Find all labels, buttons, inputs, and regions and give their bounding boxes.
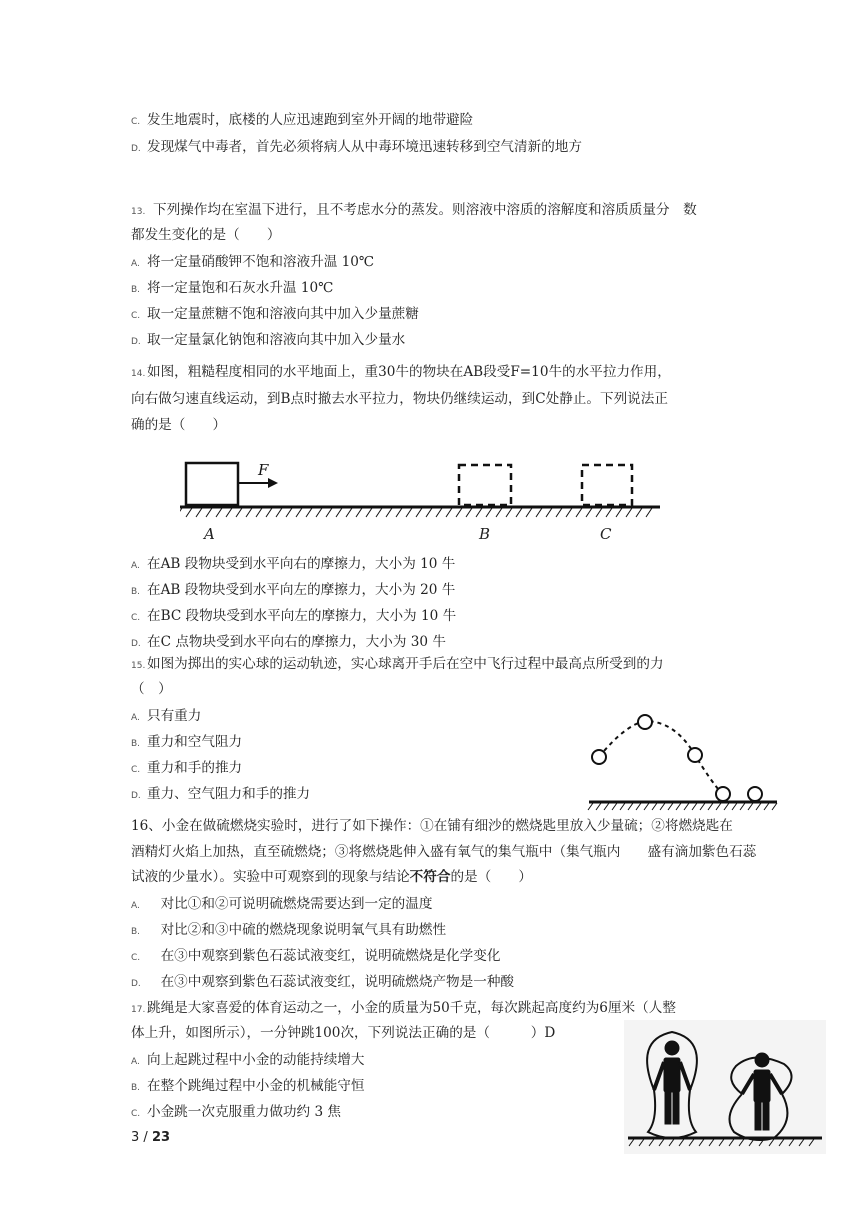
line-1: C. 发生地震时，底楼的人应迅速跑到室外开阔的地带避险 <box>131 112 474 128</box>
emphasis-not-match: 不符合 <box>409 869 451 885</box>
q15-stem-2: （ ） <box>131 681 172 697</box>
q14-option-b: B. 在AB 段物块受到水平向左的摩擦力，大小为 20 牛 <box>131 582 456 598</box>
q13-option-c: C. 取一定量蔗糖不饱和溶液向其中加入少量蔗糖 <box>131 306 419 322</box>
label-c: C <box>600 525 612 543</box>
q17-stem-2: 体上升，如图所示），一分钟跳100次，下列说法正确的是（ ）D <box>131 1025 556 1041</box>
q14-option-c: C. 在BC 段物块受到水平向左的摩擦力，大小为 10 牛 <box>131 608 457 624</box>
q16-option-b: B. 对比②和③中硫的燃烧现象说明氧气具有助燃性 <box>131 922 447 938</box>
q16-option-a: A. 对比①和②可说明硫燃烧需要达到一定的温度 <box>131 896 433 912</box>
q13-option-b: B. 将一定量饱和石灰水升温 10℃ <box>131 280 334 296</box>
q17-option-a: A. 向上起跳过程中小金的动能持续增大 <box>131 1052 365 1068</box>
q16-stem-2: 酒精灯火焰上加热，直至硫燃烧；③将燃烧匙伸入盛有氧气的集气瓶中（集气瓶内 盛有滴加紫色石蕊 <box>131 844 757 860</box>
page-footer: 3 / 23 <box>131 1130 171 1145</box>
q15-option-c: C. 重力和手的推力 <box>131 760 243 776</box>
label-b: B <box>479 525 491 543</box>
q13-stem-1: 13. 下列操作均在室温下进行，且不考虑水分的蒸发。则溶液中溶质的溶解度和溶质质量分 数 <box>131 202 697 218</box>
ball-5 <box>748 787 762 801</box>
block-at-a <box>186 463 238 505</box>
q15-option-d: D. 重力、空气阻力和手的推力 <box>131 786 311 802</box>
force-label: F <box>258 461 269 479</box>
ball-4 <box>716 787 730 801</box>
ball-1 <box>592 750 606 764</box>
block-at-c <box>582 465 632 505</box>
ball-3 <box>688 748 702 762</box>
ball-2 <box>638 715 652 729</box>
q16-option-d: D. 在③中观察到紫色石蕊试液变红，说明硫燃烧产物是一种酸 <box>131 974 515 990</box>
trajectory-path <box>599 721 723 795</box>
q13-option-a: A. 将一定量硝酸钾不饱和溶液升温 10℃ <box>131 254 375 270</box>
q15-option-b: B. 重力和空气阻力 <box>131 734 243 750</box>
q15-stem-1: 15. 如图为掷出的实心球的运动轨迹，实心球离开手后在空中飞行过程中最高点所受到的力 <box>131 656 664 672</box>
q17-stem-1: 17. 跳绳是大家喜爱的体育运动之一，小金的质量为50千克，每次跳起高度约为6厘米（人整 <box>131 1000 676 1016</box>
q13-option-d: D. 取一定量氯化钠饱和溶液向其中加入少量水 <box>131 332 406 348</box>
q13-stem-2: 都发生变化的是（ ） <box>131 227 281 243</box>
q14-stem-2: 向右做匀速直线运动，到B点时撤去水平拉力，物块仍继续运动，到C处静止。下列说法正 <box>131 391 668 407</box>
q14-stem-1: 14. 如图，粗糙程度相同的水平地面上，重30牛的物块在AB段受F=10牛的水平拉力作用， <box>131 364 671 380</box>
q14-stem-3: 确的是（ ） <box>131 417 227 433</box>
line-2: D. 发现煤气中毒者，首先必须将病人从中毒环境迅速转移到空气清新的地方 <box>131 139 582 155</box>
label-a: A <box>204 525 215 543</box>
figure-15-ball-trajectory <box>585 705 780 815</box>
q16-option-c: C. 在③中观察到紫色石蕊试液变红，说明硫燃烧是化学变化 <box>131 948 501 964</box>
block-at-b <box>459 465 511 505</box>
figure-17-jump-rope <box>624 1020 826 1154</box>
q14-option-a: A. 在AB 段物块受到水平向右的摩擦力，大小为 10 牛 <box>131 556 456 572</box>
q16-stem-3: 试液的少量水）。实验中可观察到的现象与结论不符合的是（ ） <box>131 869 533 885</box>
figure-14-block-diagram <box>180 455 660 545</box>
q15-option-a: A. 只有重力 <box>131 708 202 724</box>
q14-option-d: D. 在C 点物块受到水平向右的摩擦力，大小为 30 牛 <box>131 634 446 650</box>
q17-option-b: B. 在整个跳绳过程中小金的机械能守恒 <box>131 1078 365 1094</box>
q16-stem-1: 16、小金在做硫燃烧实验时，进行了如下操作：①在铺有细沙的燃烧匙里放入少量硫；②将燃烧匙在 <box>131 818 733 834</box>
q17-option-c: C. 小金跳一次克服重力做功约 3 焦 <box>131 1104 342 1120</box>
